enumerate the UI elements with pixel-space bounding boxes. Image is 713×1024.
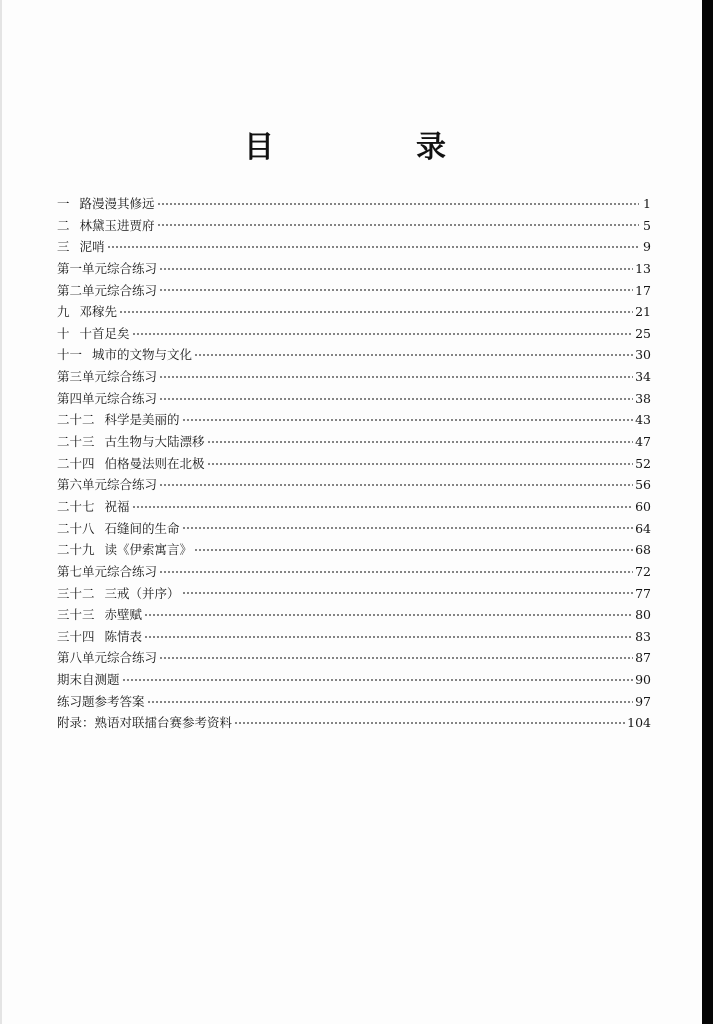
toc-dot-leader xyxy=(107,241,639,253)
toc-dot-leader xyxy=(159,393,633,405)
toc-entry-title: 练习题参考答案 xyxy=(57,693,145,709)
toc-entry-page-number: 17 xyxy=(635,282,651,298)
toc-entry-title: 第二单元综合练习 xyxy=(57,282,158,298)
toc-dot-leader xyxy=(159,284,633,296)
toc-entry-title: 第七单元综合练习 xyxy=(57,563,158,579)
toc-entry-page-number: 77 xyxy=(635,585,651,601)
toc-entry-page-number: 13 xyxy=(635,260,651,276)
toc-entry xyxy=(57,626,651,648)
toc-entry-title: 第一单元综合练习 xyxy=(57,260,158,276)
toc-entry-title: 古生物与大陆漂移 xyxy=(104,434,205,450)
toc-dot-leader xyxy=(207,458,634,470)
toc-dot-leader xyxy=(194,544,633,556)
toc-entry xyxy=(57,301,651,323)
toc-entry xyxy=(57,366,651,388)
toc-entry xyxy=(57,409,651,431)
toc-entry xyxy=(57,193,651,215)
toc-entry xyxy=(57,344,651,366)
toc-entry xyxy=(57,236,651,258)
toc-entry-page-number: 87 xyxy=(635,650,651,666)
toc-entry xyxy=(57,323,651,345)
toc-entry-title: 十首足矣 xyxy=(79,325,130,341)
toc-dot-leader xyxy=(122,674,634,686)
toc-entry-number: 二十三 xyxy=(57,434,95,450)
toc-entry-title: 陈情表 xyxy=(104,628,143,644)
toc-entry-page-number: 21 xyxy=(635,304,651,320)
toc-entry xyxy=(57,539,651,561)
toc-entry-title: 科学是美丽的 xyxy=(104,412,180,428)
toc-dot-leader xyxy=(182,587,634,599)
toc-entry-title: 第六单元综合练习 xyxy=(57,477,158,493)
toc-entry-page-number: 52 xyxy=(635,455,651,471)
toc-entry-title: 附录：熟语对联擂台赛参考资料 xyxy=(57,715,233,731)
toc-entry xyxy=(57,561,651,583)
toc-dot-leader xyxy=(119,306,633,318)
toc-entry xyxy=(57,496,651,518)
toc-entry-title: 第八单元综合练习 xyxy=(57,650,158,666)
scan-binding-edge xyxy=(702,0,713,1024)
page-title: 目 录 xyxy=(244,130,502,165)
toc-entry-number: 三十四 xyxy=(57,628,95,644)
toc-entry-page-number: 104 xyxy=(627,715,651,731)
toc-entry-title: 第三单元综合练习 xyxy=(57,369,158,385)
toc-dot-leader xyxy=(157,198,639,210)
toc-entry xyxy=(57,280,651,302)
toc-entry-title: 伯格曼法则在北极 xyxy=(104,455,205,471)
toc-entry-page-number: 5 xyxy=(643,217,651,233)
toc-dot-leader xyxy=(182,522,634,534)
toc-entry-title: 期末自测题 xyxy=(57,672,120,688)
toc-entry xyxy=(57,712,651,734)
toc-entry xyxy=(57,453,651,475)
toc-dot-leader xyxy=(159,371,633,383)
toc-entry-title: 林黛玉进贾府 xyxy=(79,217,155,233)
toc-entry xyxy=(57,431,651,453)
toc-dot-leader xyxy=(144,609,633,621)
toc-entry-number: 二十四 xyxy=(57,455,95,471)
toc-dot-leader xyxy=(157,219,639,231)
toc-entry-title: 城市的文物与文化 xyxy=(92,347,193,363)
toc-dot-leader xyxy=(159,652,633,664)
toc-entry-title: 第四单元综合练习 xyxy=(57,390,158,406)
toc-entry-number: 三十三 xyxy=(57,607,95,623)
toc-entry-page-number: 97 xyxy=(635,693,651,709)
toc-entry-page-number: 30 xyxy=(635,347,651,363)
toc-entry-page-number: 1 xyxy=(643,196,651,211)
toc-entry xyxy=(57,258,651,280)
toc-entry xyxy=(57,691,651,713)
toc-entry-title: 读《伊索寓言》 xyxy=(104,542,193,558)
toc-dot-leader xyxy=(207,436,634,448)
toc-entry xyxy=(57,518,651,540)
toc-entry-page-number: 25 xyxy=(635,325,651,341)
toc-entry-number: 十 xyxy=(57,325,70,341)
toc-dot-leader xyxy=(144,631,633,643)
toc-entry-page-number: 80 xyxy=(635,607,651,623)
toc-entry-page-number: 38 xyxy=(635,390,651,406)
toc-entry-page-number: 43 xyxy=(635,412,651,428)
toc-dot-leader xyxy=(234,717,625,729)
toc-entry xyxy=(57,669,651,691)
toc-entry-number: 二十二 xyxy=(57,412,95,428)
toc-entry-title: 路漫漫其修远 xyxy=(79,196,155,211)
toc-entry-number: 二十七 xyxy=(57,498,95,514)
toc-entry xyxy=(57,583,651,605)
toc-entry xyxy=(57,474,651,496)
toc-entry-title: 石缝间的生命 xyxy=(104,520,180,536)
toc-dot-leader xyxy=(132,328,634,340)
toc-dot-leader xyxy=(159,479,633,491)
toc-entry-title: 泥哨 xyxy=(79,239,105,255)
toc-dot-leader xyxy=(159,566,633,578)
toc-entry-number: 一 xyxy=(57,196,70,211)
toc-entry-page-number: 56 xyxy=(635,477,651,493)
toc-entry xyxy=(57,388,651,410)
toc-entry-number: 三十二 xyxy=(57,585,95,601)
toc-dot-leader xyxy=(194,349,633,361)
toc-entry-page-number: 47 xyxy=(635,434,651,450)
toc-dot-leader xyxy=(132,501,634,513)
toc-dot-leader xyxy=(159,263,633,275)
toc-dot-leader xyxy=(147,696,634,708)
toc-entry-page-number: 60 xyxy=(635,498,651,514)
toc-entry xyxy=(57,215,651,237)
toc-entry-page-number: 83 xyxy=(635,628,651,644)
toc-entry xyxy=(57,604,651,626)
toc-entry-title: 三戒（并序） xyxy=(104,585,180,601)
toc-entry-page-number: 68 xyxy=(635,542,651,558)
toc-entry-number: 十一 xyxy=(57,347,83,363)
toc-entry-page-number: 90 xyxy=(635,672,651,688)
toc-entry-page-number: 9 xyxy=(643,239,651,255)
toc-entry xyxy=(57,647,651,669)
toc-entry-number: 九 xyxy=(57,304,70,320)
table-of-contents xyxy=(57,193,651,734)
toc-entry-title: 祝福 xyxy=(104,498,130,514)
toc-entry-number: 二十九 xyxy=(57,542,95,558)
toc-entry-title: 赤壁赋 xyxy=(104,607,143,623)
toc-entry-page-number: 34 xyxy=(635,369,651,385)
toc-entry-number: 三 xyxy=(57,239,70,255)
toc-entry-number: 二十八 xyxy=(57,520,95,536)
toc-entry-number: 二 xyxy=(57,217,70,233)
toc-entry-page-number: 64 xyxy=(635,520,651,536)
toc-dot-leader xyxy=(182,414,634,426)
toc-entry-title: 邓稼先 xyxy=(79,304,118,320)
toc-entry-page-number: 72 xyxy=(635,563,651,579)
